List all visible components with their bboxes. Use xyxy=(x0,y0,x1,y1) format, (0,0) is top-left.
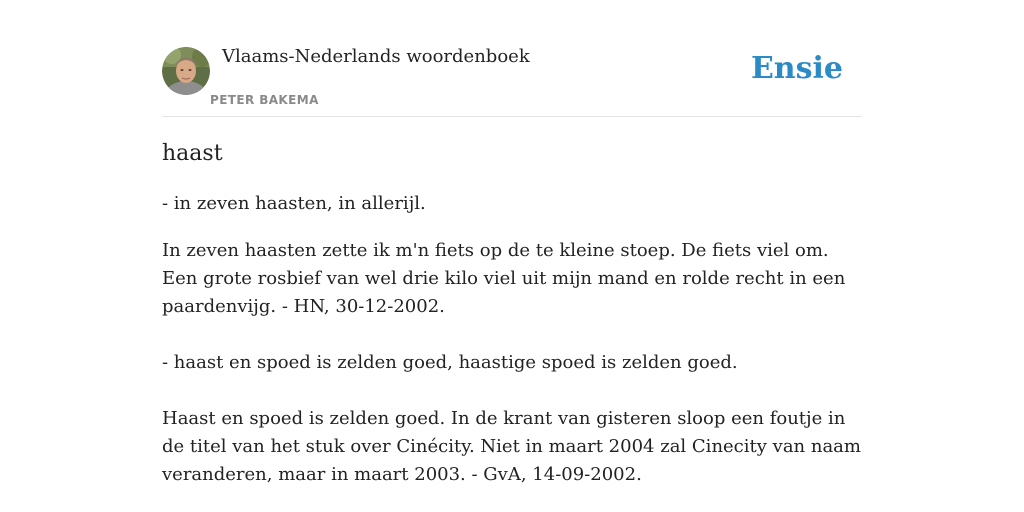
definition-line: - haast en spoed is zelden goed, haastige spoed is zelden goed. xyxy=(162,352,738,373)
definition-line: - in zeven haasten, in allerijl. xyxy=(162,193,426,214)
avatar[interactable] xyxy=(162,47,210,95)
dictionary-title[interactable]: Vlaams-Nederlands woordenboek xyxy=(222,46,530,67)
example-paragraph: Haast en spoed is zelden goed. In de krant van gisteren sloop een foutje in de titel van het stuk over Cinécity. Niet in maart 2004 zal Cinecity van naam veranderen, maar in maart 2003. - GvA, 14-09-2002. xyxy=(162,408,861,485)
example-paragraph: In zeven haasten zette ik m'n fiets op de te kleine stoep. De fiets viel om. Een grote rosbief van wel drie kilo viel uit mijn mand en rolde recht in een paardenvijg. - HN, 30-12-2002. xyxy=(162,240,846,317)
ensie-logo[interactable]: Ensie xyxy=(750,51,843,86)
entry-content xyxy=(162,138,867,489)
author-photo-icon xyxy=(162,47,210,95)
author-name[interactable]: PETER BAKEMA xyxy=(210,93,319,107)
header xyxy=(162,46,862,117)
entry-term: haast xyxy=(162,141,223,166)
